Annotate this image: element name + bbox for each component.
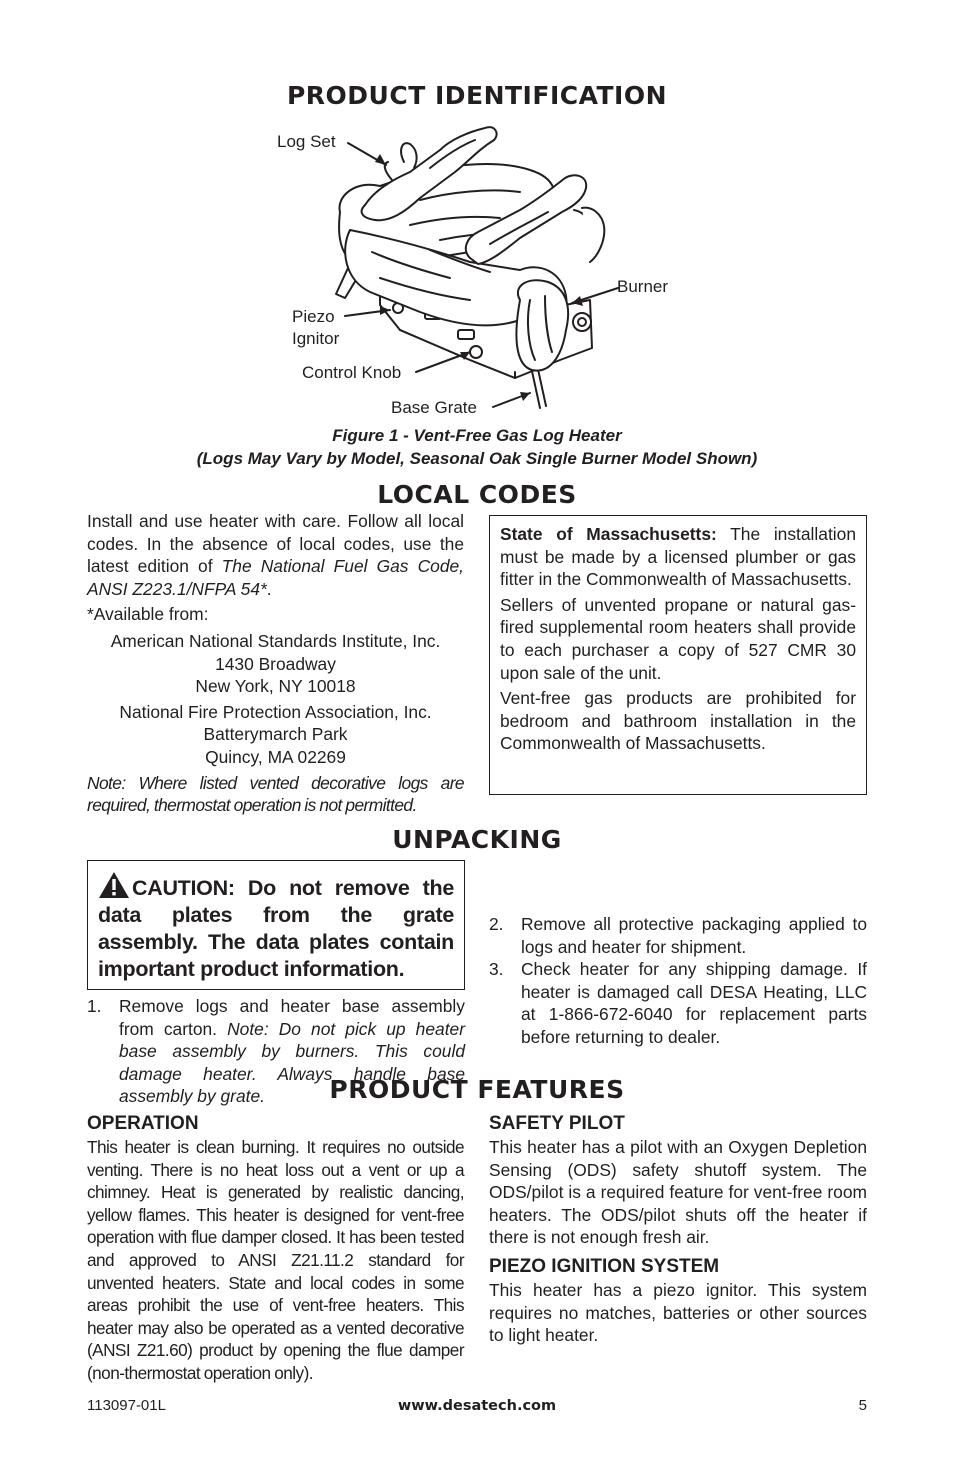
product-identification-heading: PRODUCT IDENTIFICATION [286,81,668,110]
label-burner: Burner [617,277,669,296]
list-item: 1. Remove logs and heater base assembly from carton. Note: Do not pick up heater base assembly by burners. This could damage heater. Always handle base assembly by grate. [87,996,465,1107]
massachusetts-paragraph-3: Vent-free gas products are prohibited for bedroom and bathroom installation in the Commonwealth of Massachusetts. [500,688,856,754]
operation-section [87,1112,464,1385]
nfpa-address: National Fire Protection Association, Inc. Batterymarch Park Quincy, MA 02269 [119,701,432,767]
website-link[interactable]: www.desatech.com [397,1398,557,1414]
local-codes-intro: Install and use heater with care. Follow all local codes. In the absence of local codes, use the latest edition of The National Fuel Gas Code, ANSI Z223.1/NFPA 54*. [87,511,465,599]
product-features-heading: PRODUCT FEATURES [329,1075,625,1104]
operation-text: This heater is clean burning. It requires no outside venting. There is no heat loss out a vent or up a chimney. Heat is generated by realistic dancing, yellow flames. This heater is designed for vent-free operation with flue damper closed. It has been tested and approved to ANSI Z21.11.2 standard for unvented heaters. State and local codes in some areas prohibit the use of vent-free heaters. This heater may also be operated as a vented decorative (ANSI Z21.60) product by opening the flue damper (non-thermostat operation only). [87,1137,464,1383]
local-codes-left-column [87,510,464,817]
unpacking-heading: UNPACKING [392,825,562,854]
page-number: 5 [858,1397,867,1414]
label-piezo: Piezo [292,307,335,326]
piezo-ignition-text: This heater has a piezo ignitor. This system requires no matches, batteries or other sources to light heater. [489,1279,867,1346]
list-item: 3. Check heater for any shipping damage. If heater is damaged call DESA Heating, LLC at 1-866-672-6040 for replacement parts before returning to dealer. [489,959,867,1047]
safety-pilot-heading: SAFETY PILOT [489,1113,625,1134]
safety-pilot-text: This heater has a pilot with an Oxygen Depletion Sensing (ODS) safety shutoff system. The ODS/pilot is a required feature for vent-free room heaters. The ODS/pilot shuts off the heater if there is not enough fresh air. [489,1137,867,1248]
caution-box [87,860,465,990]
ansi-address: American National Standards Institute, Inc. 1430 Broadway New York, NY 10018 [110,630,441,697]
massachusetts-paragraph-1: State of Massachusetts: The installation must be made by a licensed plumber or gas fitter in the Commonwealth of Massachusetts. [500,524,856,590]
label-base-grate: Base Grate [391,398,477,417]
label-log-set: Log Set [277,132,336,151]
caution-text: CAUTION: Do not remove the data plates from the grate assembly. The data plates contain important product information. [98,876,454,981]
label-ignitor: Ignitor [292,329,340,348]
figure-caption-subtitle: (Logs May Vary by Model, Seasonal Oak Single Burner Model Shown) [196,449,758,468]
operation-heading: OPERATION [87,1113,199,1134]
local-codes-heading: LOCAL CODES [377,480,577,509]
massachusetts-notice-box [489,515,867,795]
figure-caption-title: Figure 1 - Vent-Free Gas Log Heater [332,426,622,445]
unpacking-steps-right [489,913,867,1049]
vented-logs-note: Note: Where listed vented decorative logs are required, thermostat operation is not permitted. [87,772,464,816]
part-number: 113097-01L [87,1397,166,1414]
piezo-ignition-heading: PIEZO IGNITION SYSTEM [489,1255,720,1277]
label-control-knob: Control Knob [302,363,402,382]
warning-triangle-icon [98,871,130,899]
list-item: 2. Remove all protective packaging applied to logs and heater for shipment. [489,914,867,957]
safety-pilot-section [489,1112,867,1347]
caution-text-wrap [98,871,454,983]
available-from: *Available from: [87,604,209,625]
massachusetts-paragraph-2: Sellers of unvented propane or natural gas-fired supplemental room heaters shall provide to each purchaser a copy of 527 CMR 30 upon sale of the unit. [500,594,856,683]
